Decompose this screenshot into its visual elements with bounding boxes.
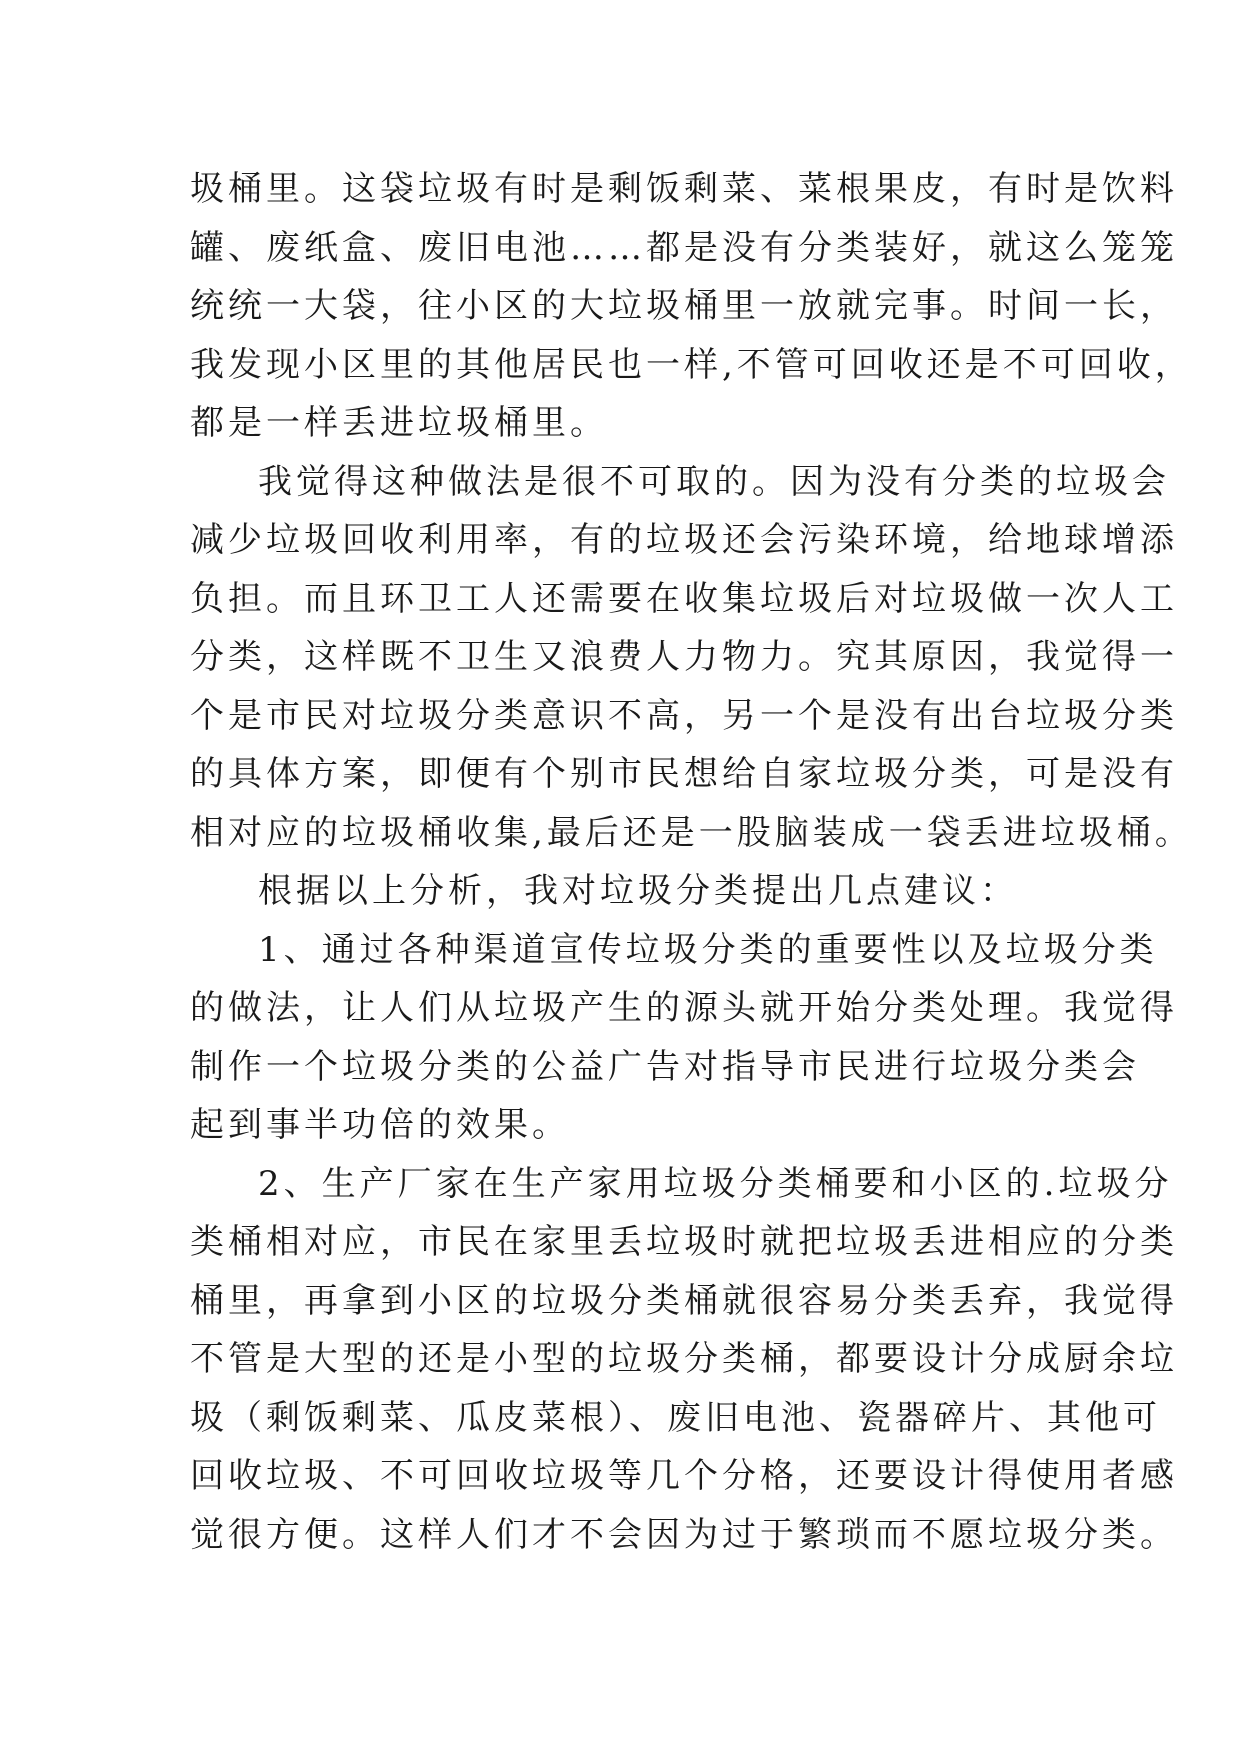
document-body: [190, 160, 1193, 1564]
text-line: 分类，这样既不卫生又浪费人力物力。究其原因，我觉得一: [190, 637, 1178, 677]
text-line: 起到事半功倍的效果。: [190, 1105, 570, 1145]
text-line: 我发现小区里的其他居民也一样,不管可回收还是不可回收，: [190, 344, 1193, 385]
text-line: 个是市民对垃圾分类意识不高，另一个是没有出台垃圾分类: [190, 695, 1178, 736]
text-line: 觉很方便。这样人们才不会因为过于繁琐而不愿垃圾分类。: [190, 1514, 1178, 1555]
text-line: 制作一个垃圾分类的公益广告对指导市民进行垃圾分类会: [190, 1046, 1140, 1087]
text-line: 相对应的垃圾桶收集,最后还是一股脑装成一袋丢进垃圾桶。: [190, 812, 1193, 853]
text-line: 类桶相对应，市民在家里丢垃圾时就把垃圾丢进相应的分类: [190, 1222, 1178, 1262]
text-line: 桶里，再拿到小区的垃圾分类桶就很容易分类丢弃，我觉得: [190, 1280, 1178, 1321]
text-line: 的具体方案，即便有个别市民想给自家垃圾分类，可是没有: [190, 754, 1178, 794]
paragraph-first-line: 1、通过各种渠道宣传垃圾分类的重要性以及垃圾分类: [258, 929, 1158, 970]
paragraph-first-line: 我觉得这种做法是很不可取的。因为没有分类的垃圾会: [258, 461, 1170, 502]
text-line: 统统一大袋，往小区的大垃圾桶里一放就完事。时间一长，: [190, 286, 1178, 326]
text-line: 罐、废纸盒、废旧电池……都是没有分类装好，就这么笼笼: [190, 227, 1178, 268]
paragraph-first-line: 根据以上分析，我对垃圾分类提出几点建议：: [258, 871, 1018, 911]
text-line: 减少垃圾回收利用率，有的垃圾还会污染环境，给地球增添: [190, 520, 1178, 560]
text-line: 的做法，让人们从垃圾产生的源头就开始分类处理。我觉得: [190, 988, 1178, 1028]
text-line: 不管是大型的还是小型的垃圾分类桶，都要设计分成厨余垃: [190, 1339, 1178, 1379]
text-line: 都是一样丢进垃圾桶里。: [190, 403, 608, 443]
text-line: 圾桶里。这袋垃圾有时是剩饭剩菜、菜根果皮，有时是饮料: [190, 169, 1178, 209]
text-line: 负担。而且环卫工人还需要在收集垃圾后对垃圾做一次人工: [190, 578, 1178, 619]
text-line: 回收垃圾、不可回收垃圾等几个分格，还要设计得使用者感: [190, 1456, 1178, 1496]
text-line: 圾（剩饭剩菜、瓜皮菜根）、废旧电池、瓷器碎片、其他可: [190, 1397, 1161, 1438]
paragraph-first-line: 2、生产厂家在生产家用垃圾分类桶要和小区的.垃圾分: [258, 1163, 1173, 1204]
